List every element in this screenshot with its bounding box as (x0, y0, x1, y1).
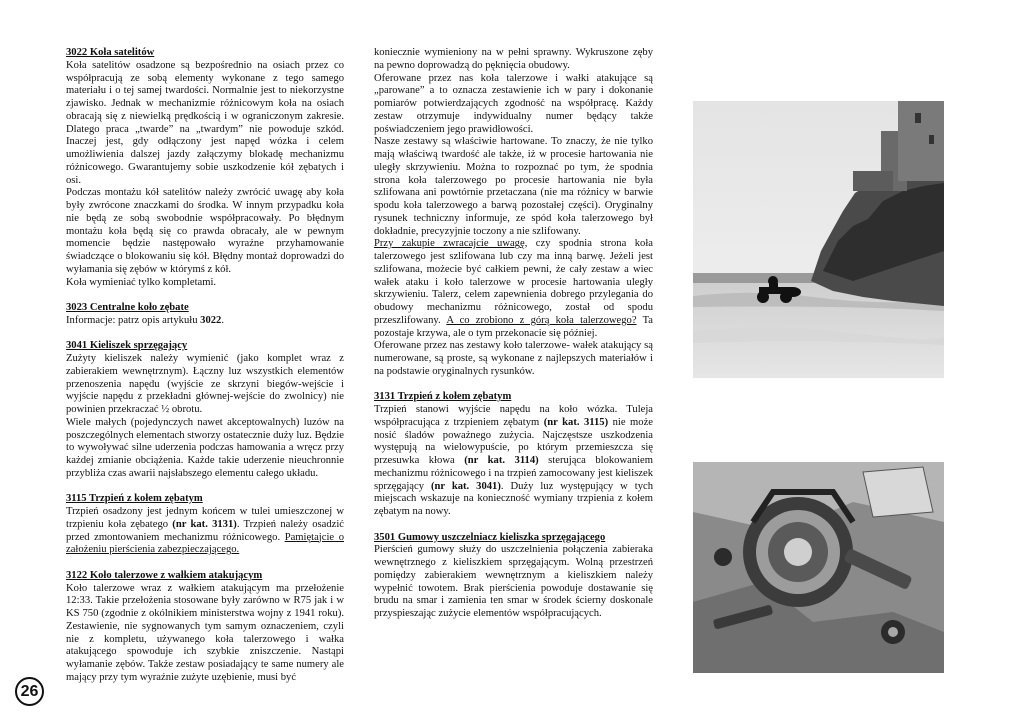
heading-3115: 3115 Trzpień z kołem zębatym (66, 493, 203, 505)
differential-parts-illustration (693, 462, 944, 673)
paragraph: Koła wymieniać tylko kompletami. (66, 276, 217, 288)
paragraph: Informacje: patrz opis artykułu 3022. (66, 314, 224, 326)
paragraph: Nasze zestawy są właściwie hartowane. To znaczy, że nie tylko mają właściwą twardość ale także, iż w procesie hartowania nie uległy skrzywieniu. Można to rozpoznać po tym, że spodnia strona koła talerzowego po procesie hartowania nie była szlifowana ani powtórnie przetaczana (nie ma różnicy w barwie spodu koła talerzowego a barwą pozostałej części). Oryginalny rysunek techniczny informuje, ze spód koła talerzowego był dokładnie, precyzyjnie toczony a nie szlifowany. (374, 136, 653, 237)
heading-3131: 3131 Trzpień z kołem zębatym (374, 391, 512, 403)
paragraph: Koła satelitów osadzone są bezpośrednio na osiach przez co współpracują ze sobą elementy wykonane z tego samego materiału i o tej samej twardości. Normalnie jest to niekorzystne zjawisko. Jednak w mechanizmie różnicowym koła na osiach obracają się z niewielką prędkością i w ograniczonym zakresie. Dlatego praca „twarde” na „twardym” nie powoduje szkód. Inaczej jest, gdy odłączony jest napęd wózka i celem umożliwienia dalszej jazdy załączymy blokadę mechanizmu różnicowego. Gwarantujemy sobie uszkodzenie kół zębatych i osi. (66, 59, 344, 186)
paragraph: Zużyty kieliszek należy wymienić (jako komplet wraz z zabierakiem wewnętrznym). Łączny luz wszystkich elementów przenoszenia napędu (wyjście ze skrzyni biegów-wejście i wyjście napędu z przekładni głównej-wejście do zwolnicy) nie powinien przekraczać ½ obrotu. (66, 353, 344, 415)
differential-parts-photo (693, 462, 944, 673)
paragraph: Podczas montażu kół satelitów należy zwrócić uwagę aby koła były zwrócone znaczkami do środka. W innym przypadku koła nie będą ze sobą swobodnie współpracowały. Po błędnym montażu koła będą się co prawda obracały, ale w pewnym momencie będzie następowało wyraźne przyhamowanie świadczące o blokowaniu się kół. Błędny montaż doprowadzi do wyłamania się zębów w którymś z kół. (66, 187, 344, 275)
heading-3501: 3501 Gumowy uszczelniacz kieliszka sprzęgającego (374, 531, 606, 543)
paragraph: Pierścień gumowy służy do uszczelnienia połączenia zabieraka wewnętrznego z kieliszkiem sprzęgającym. Wolną przestrzeń pomiędzy zabierakiem wewnętrznym a kieliszkiem należy wypełnić towotem. Brak pierścienia powoduje dostawanie się brudu na smar i zamienia ten smar w środek ścierny doskonale przyspieszając zużycie elementów współpracujących. (374, 544, 653, 619)
beach-castle-illustration (693, 101, 944, 378)
paragraph: koniecznie wymieniony na w pełni sprawny. Wykruszone zęby na pewno doprowadzą do pęknięcia obudowy. (374, 47, 653, 71)
column-left (66, 47, 344, 685)
paragraph: Oferowane przez nas zestawy koło talerzowe- wałek atakujący są numerowane, są proste, są wykonane z najlepszych materiałów i na podstawie oryginalnych rysunków. (374, 340, 653, 377)
heading-3122: 3122 Koło talerzowe z wałkiem atakującym (66, 569, 263, 581)
paragraph: Wiele małych (pojedynczych nawet akceptowalnych) luzów na poszczególnych elementach stworzy ostatecznie duży luz. Będzie to wywoływać silne uderzenia podczas hamowania a wręcz przy każdej zmianie obciążenia. Każde takie uderzenie nieuchronnie przybliża czas awarii najsłabszego elementu całego układu. (66, 416, 344, 479)
heading-3022: 3022 Koła satelitów (66, 47, 155, 58)
column-middle (374, 47, 653, 621)
heading-3023: 3023 Centralne koło zębate (66, 302, 189, 313)
paragraph: Oferowane przez nas koła talerzowe i wałki atakujące są „parowane” a to oznacza zestawienie ich w pary i dokonanie pomiarów potwierdzających zgodność na współpracę. Każdy zestaw otrzymuje indywidualny numer będący także poświadczeniem jego prawidłowości. (374, 72, 653, 135)
paragraph: Przy zakupie zwracajcie uwagę, czy spodnia strona koła talerzowego jest szlifowana lub czy ma inną barwę. Jeżeli jest szlifowana, możecie być całkiem pewni, że cały zestaw a wiec wałek ataku i koło talerzowe w procesie hartowania uległy skrzywieniu. Talerz, celem zapewnienia dobrego przylegania do obudowy mechanizmu różnicowego, został od spodu przeszlifowany. A co zrobiono z górą koła talerzowego? Ta pozostaje krzywa, ale o tym przekonacie się później. (374, 238, 654, 339)
page-number: 26 (15, 677, 44, 706)
beach-castle-photo (693, 101, 944, 378)
paragraph: Trzpień stanowi wyjście napędu na koło wózka. Tuleja współpracująca z trzpieniem zębatym (nr kat. 3115) nie może nosić śladów poważnego zużycia. Najczęstsze uszkodzenia występują na wielowypuście, po którym przemieszcza się przesuwka kłowa (nr kat. 3114) sterująca blokowaniem mechanizmu różnicowego i na trzpień zamocowany jest kieliszek sprzęgający (nr kat. 3041). Duży luz występujący w tych miejscach wskazuje na konieczność wymiany trzpienia z kołem zębatym na nowy. (374, 404, 654, 517)
paragraph: Koło talerzowe wraz z wałkiem atakującym ma przełożenie 12:33. Takie przełożenia stosowane były zarówno w R75 jak i w KS 750 (zgodnie z okólnikiem ministerstwa wojny z 1941 roku). Zestawienie, nie sygnowanych tym samym oznaczeniem, czyli nie z kompletu, używanego koła talerzowego i wałka atakującego spowoduje ich szybkie zniszczenie. Nastąpi wyłamanie zębów. Także zestaw posiadający te same numery ale mający przy tym wyraźnie zużyte uzębienie, musi być (66, 582, 344, 683)
paragraph: Trzpień osadzony jest jednym końcem w tulei umieszczonej w trzpieniu koła zębatego (nr kat. 3131). Trzpień należy osadzić przed zmontowaniem mechanizmu różnicowego. Pamiętajcie o założeniu pierścienia zabezpieczającego. (66, 506, 344, 556)
heading-3041: 3041 Kieliszek sprzęgający (66, 340, 188, 352)
